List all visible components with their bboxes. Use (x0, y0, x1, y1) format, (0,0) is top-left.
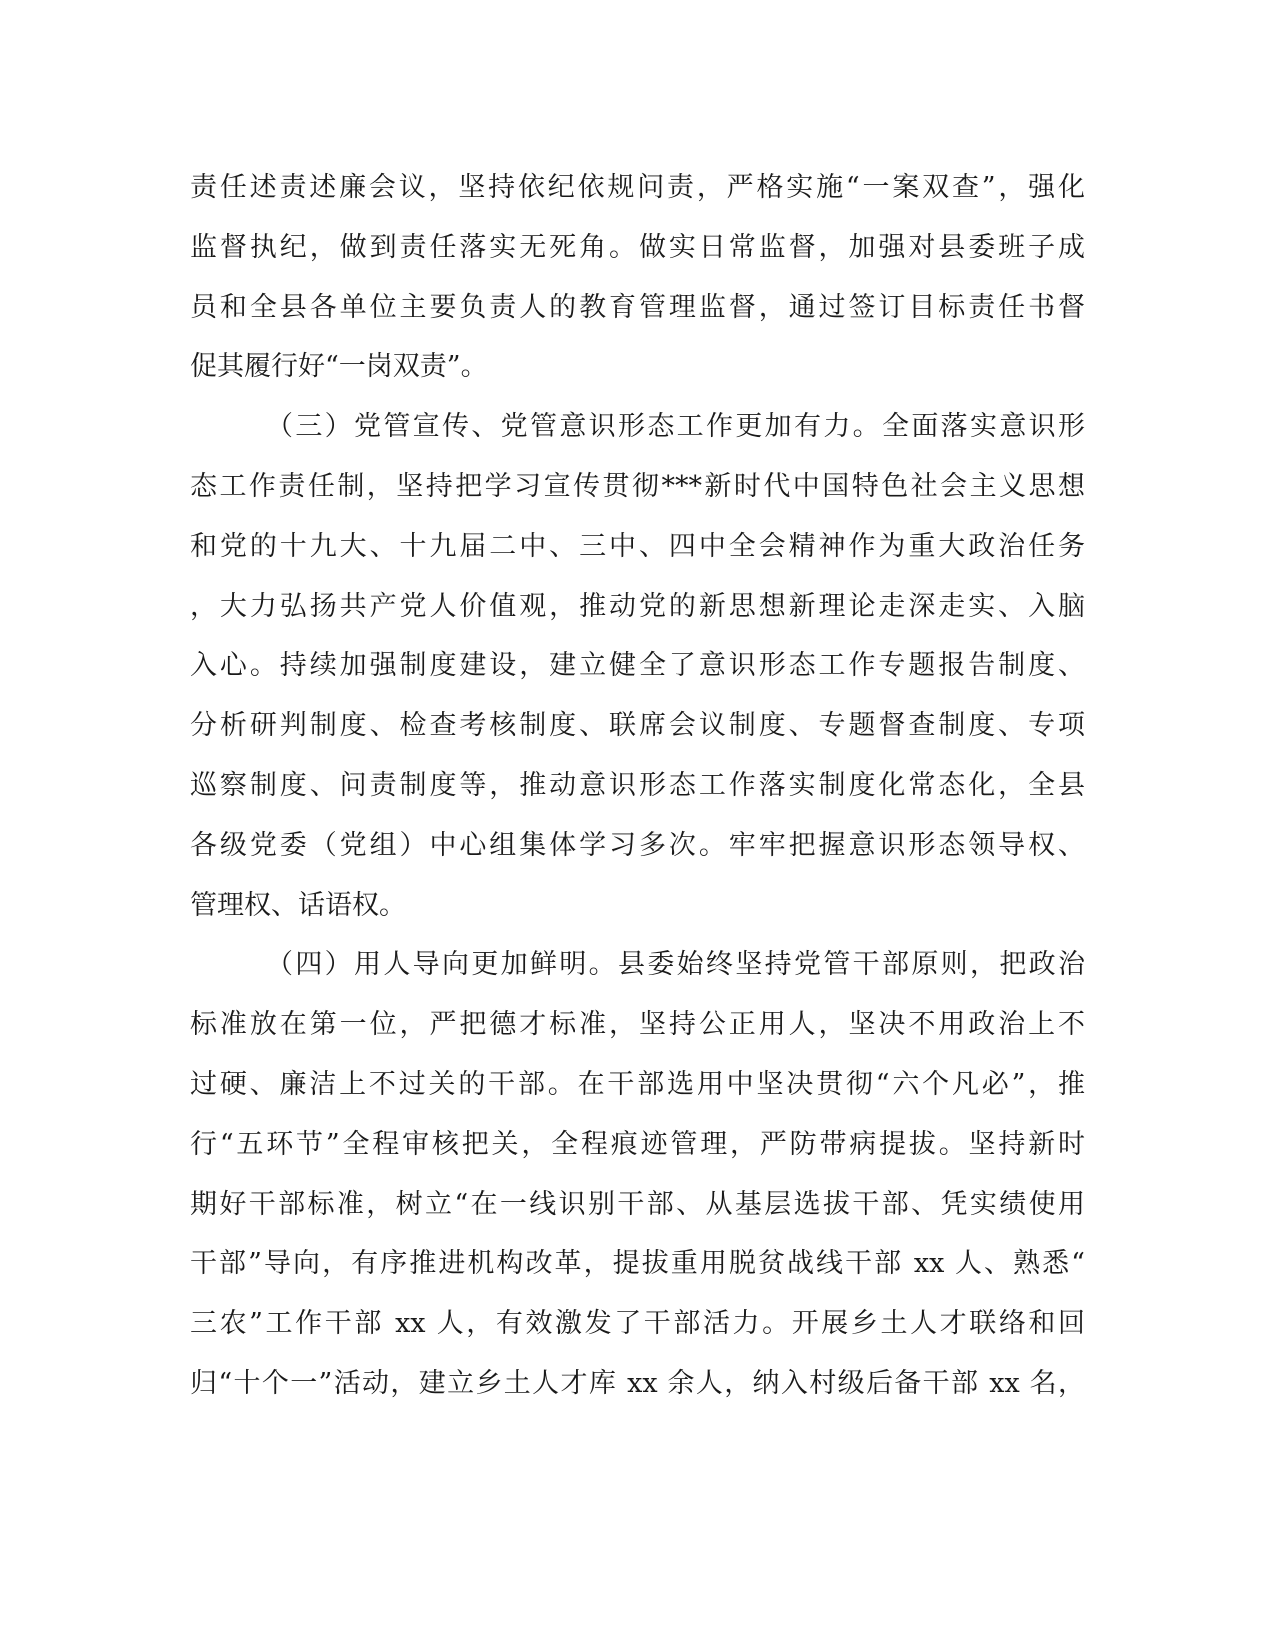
text-line: 促其履行好“一岗双责”。 (190, 351, 488, 383)
text-line: 和党的十九大、十九届二中、三中、四中全会精神作为重大政治任务 (190, 530, 1085, 562)
text-line: 态工作责任制，坚持把学习宣传贯彻***新时代中国特色社会主义思想 (190, 470, 1085, 502)
text-line: 期好干部标准，树立“在一线识别干部、从基层选拔干部、凭实绩使用 (190, 1188, 1085, 1220)
document-body (190, 158, 1085, 1414)
text-line: 入心。持续加强制度建设，建立健全了意识形态工作专题报告制度、 (190, 650, 1085, 682)
text-line: 过硬、廉洁上不过关的干部。在干部选用中坚决贯彻“六个凡必”，推 (190, 1068, 1085, 1100)
text-line: ，大力弘扬共产党人价值观，推动党的新思想新理论走深走实、入脑 (190, 590, 1085, 622)
text-line: 监督执纪，做到责任落实无死角。做实日常监督，加强对县委班子成 (190, 231, 1085, 263)
text-line: 巡察制度、问责制度等，推动意识形态工作落实制度化常态化，全县 (190, 769, 1085, 801)
text-line: 各级党委（党组）中心组集体学习多次。牢牢把握意识形态领导权、 (190, 829, 1085, 861)
text-line: 责任述责述廉会议，坚持依纪依规问责，严格实施“一案双查”，强化 (190, 172, 1085, 203)
text-line: 三农”工作干部 xx 人，有效激发了干部活力。开展乡土人才联络和回 (190, 1308, 1085, 1340)
section-heading-line: （三）党管宣传、党管意识形态工作更加有力。全面落实意识形 (266, 411, 1085, 443)
text-line: 分析研判制度、检查考核制度、联席会议制度、专题督查制度、专项 (190, 710, 1085, 742)
text-line: 行“五环节”全程审核把关，全程痕迹管理，严防带病提拔。坚持新时 (190, 1128, 1085, 1160)
text-line: 标准放在第一位，严把德才标准，坚持公正用人，坚决不用政治上不 (190, 1009, 1085, 1041)
text-line: 归“十个一”活动，建立乡土人才库 xx 余人，纳入村级后备干部 xx 名， (190, 1367, 1085, 1399)
section-heading-line: （四）用人导向更加鲜明。县委始终坚持党管干部原则，把政治 (266, 949, 1085, 981)
text-line: 员和全县各单位主要负责人的教育管理监督，通过签订目标责任书督 (190, 291, 1085, 323)
text-line: 管理权、话语权。 (190, 889, 406, 921)
text-line: 干部”导向，有序推进机构改革，提拔重用脱贫战线干部 xx 人、熟悉“ (190, 1248, 1085, 1280)
